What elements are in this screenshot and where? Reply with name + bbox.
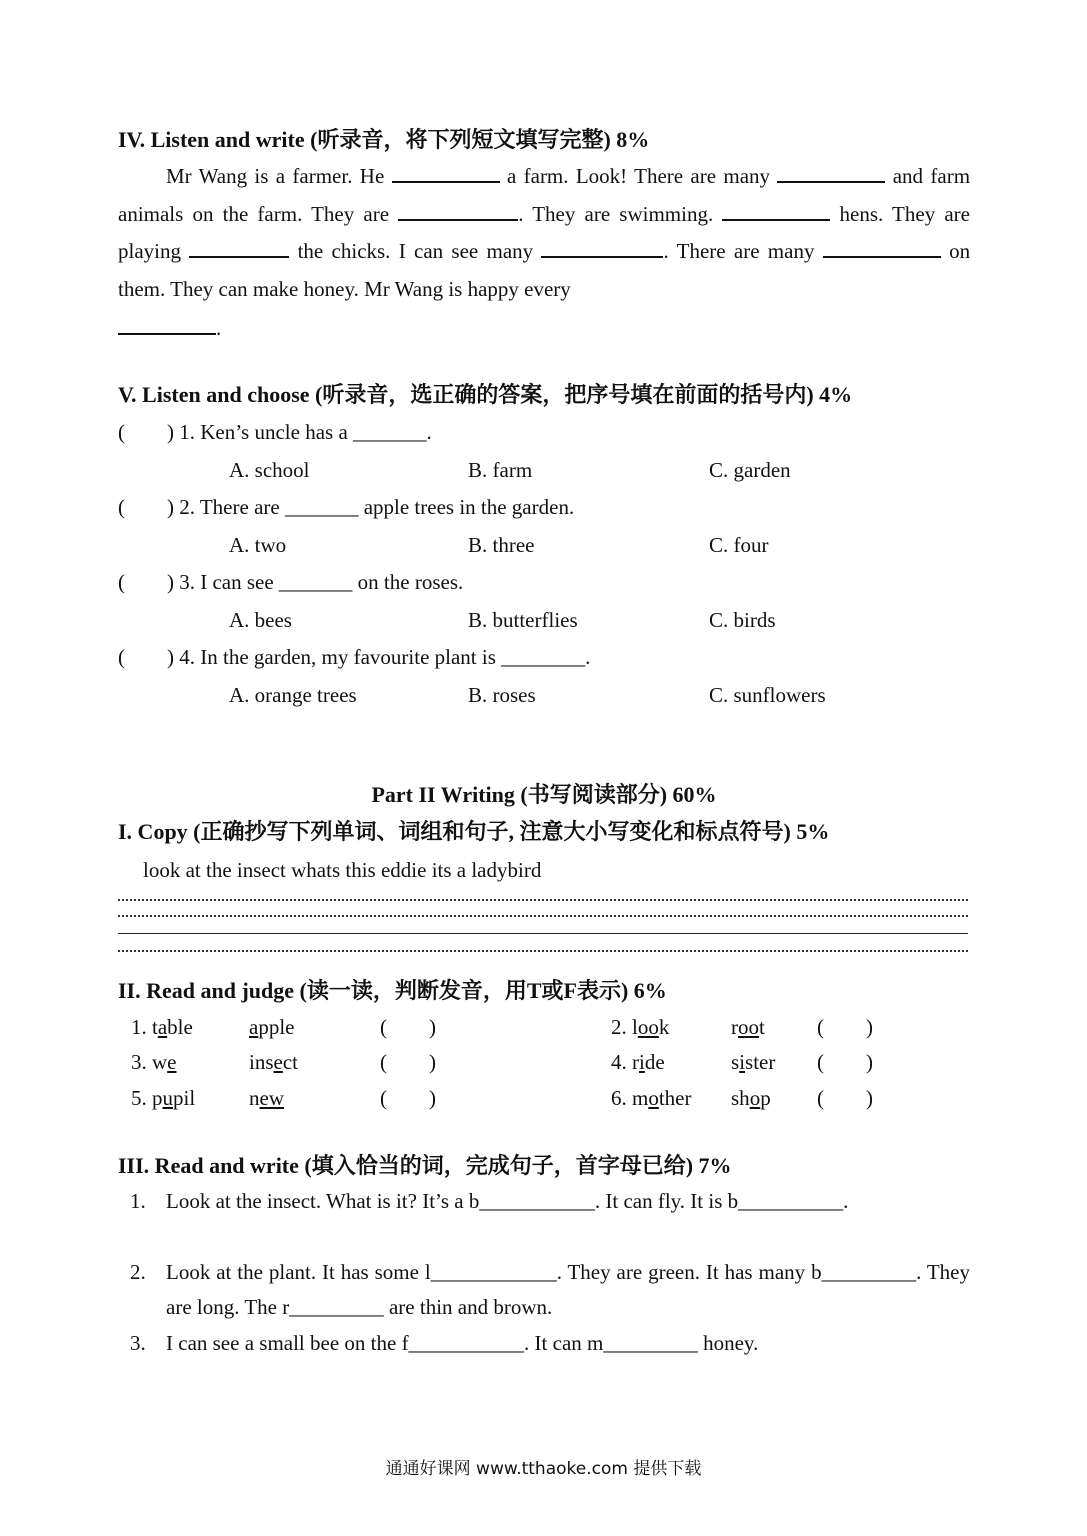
option-c[interactable]: C. sunflowers: [709, 683, 826, 707]
blank[interactable]: [541, 236, 663, 258]
blank[interactable]: [823, 236, 941, 258]
judge-word: sister: [731, 1050, 776, 1074]
judge-word: 3. we: [131, 1050, 177, 1074]
option-b[interactable]: B. three: [468, 533, 535, 557]
judge-word: insect: [249, 1050, 298, 1074]
judge-word: apple: [249, 1015, 295, 1039]
option-b[interactable]: B. roses: [468, 683, 536, 707]
answer-paren[interactable]: ( ): [380, 1050, 436, 1074]
section-iv-last-line: .: [118, 313, 221, 342]
judge-word: 1. table: [131, 1015, 193, 1039]
option-c[interactable]: C. garden: [709, 458, 791, 482]
judge-word: 4. ride: [611, 1050, 665, 1074]
answer-paren[interactable]: ( ): [817, 1050, 873, 1074]
judge-word: 5. pupil: [131, 1086, 196, 1110]
writing-line: [118, 915, 968, 917]
option-c[interactable]: C. birds: [709, 608, 776, 632]
option-c[interactable]: C. four: [709, 533, 769, 557]
option-b[interactable]: B. farm: [468, 458, 533, 482]
blank[interactable]: [392, 161, 500, 183]
copy-text: look at the insect whats this eddie its a ladybird: [143, 858, 542, 882]
option-a[interactable]: A. two: [229, 533, 287, 557]
section-v-title: V. Listen and choose (听录音，选正确的答案，把序号填在前面的括号内) 4%: [118, 382, 853, 407]
option-b[interactable]: B. butterflies: [468, 608, 578, 632]
copy-title: I. Copy (正确抄写下列单词、词组和句子, 注意大小写变化和标点符号) 5%: [118, 819, 830, 844]
writing-line: [118, 950, 968, 952]
part-ii-title: Part II Writing (书写阅读部分) 60%: [371, 782, 717, 807]
choice-question-3: ( ) 3. I can see _______ on the roses.: [118, 570, 464, 594]
blank[interactable]: [722, 199, 830, 221]
judge-word: shop: [731, 1086, 771, 1110]
read-write-title: III. Read and write (填入恰当的词，完成句子，首字母已给) 7%: [118, 1153, 732, 1178]
read-write-item-1: 1. Look at the insect. What is it? It’s a b___________. It can fly. It is b__________.: [130, 1184, 970, 1219]
writing-line: [118, 933, 968, 934]
option-a[interactable]: A. bees: [229, 608, 292, 632]
footer-watermark: 通通好课网 www.tthaoke.com 提供下载: [385, 1459, 702, 1479]
read-write-item-2: 2. Look at the plant. It has some l____________. They are green. It has many b_________. They are long. The r_________ are thin and brown.: [130, 1255, 970, 1325]
choice-question-2: ( ) 2. There are _______ apple trees in the garden.: [118, 495, 575, 519]
judge-title: II. Read and judge (读一读，判断发音，用T或F表示) 6%: [118, 978, 667, 1003]
judge-word: 2. look: [611, 1015, 670, 1039]
answer-paren[interactable]: ( ): [380, 1015, 436, 1039]
option-a[interactable]: A. school: [229, 458, 310, 482]
blank[interactable]: [398, 199, 518, 221]
answer-paren[interactable]: ( ): [380, 1086, 436, 1110]
section-iv-paragraph: Mr Wang is a farmer. He a farm. Look! There are many and farm animals on the farm. They are . They are swimming. hens. They are playing the chicks. I can see many . There are many on them. They can make honey. Mr Wang is happy every: [118, 158, 970, 308]
read-write-item-3: 3. I can see a small bee on the f___________. It can m_________ honey.: [130, 1326, 970, 1361]
writing-line: [118, 899, 968, 901]
read-write-sentence[interactable]: I can see a small bee on the f___________. It can m_________ honey.: [166, 1331, 759, 1355]
blank[interactable]: [189, 236, 289, 258]
read-write-sentence[interactable]: Look at the insect. What is it? It’s a b___________. It can fly. It is b__________.: [166, 1189, 849, 1213]
judge-word: new: [249, 1086, 284, 1110]
judge-word: root: [731, 1015, 765, 1039]
option-a[interactable]: A. orange trees: [229, 683, 357, 707]
blank[interactable]: [118, 313, 216, 335]
blank[interactable]: [777, 161, 885, 183]
answer-paren[interactable]: ( ): [817, 1015, 873, 1039]
read-write-sentence[interactable]: Look at the plant. It has some l____________. They are green. It has many b_________. They are long. The r_________ are thin and brown.: [166, 1260, 970, 1319]
choice-question-1: ( ) 1. Ken’s uncle has a _______.: [118, 420, 432, 444]
judge-word: 6. mother: [611, 1086, 692, 1110]
section-iv-title: IV. Listen and write (听录音，将下列短文填写完整) 8%: [118, 127, 650, 152]
answer-paren[interactable]: ( ): [817, 1086, 873, 1110]
choice-question-4: ( ) 4. In the garden, my favourite plant is ________.: [118, 645, 591, 669]
